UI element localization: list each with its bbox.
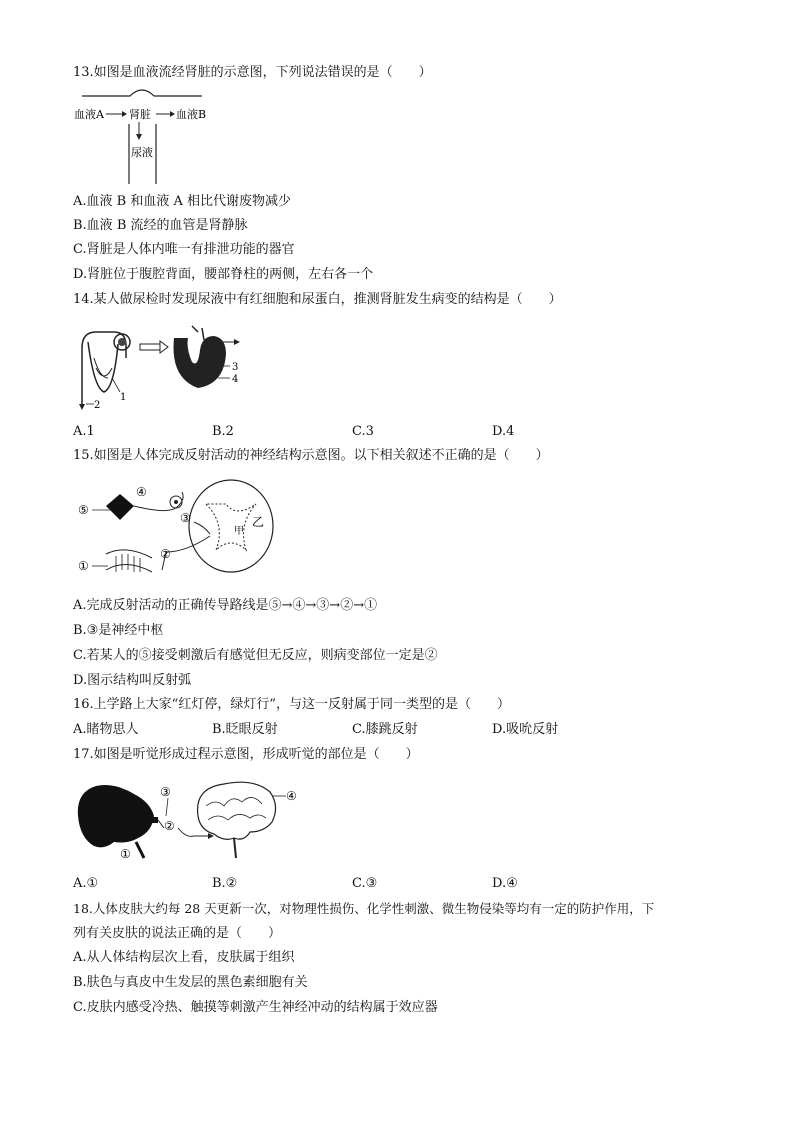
q15-label-4: ④ xyxy=(136,485,147,499)
q13-blood-a-label: 血液A xyxy=(74,108,104,121)
q14-option-b: B.2 xyxy=(212,424,234,439)
q13-option-c: C.肾脏是人体内唯一有排泄功能的器官 xyxy=(73,242,295,257)
q18-option-a: A.从人体结构层次上看，皮肤属于组织 xyxy=(73,950,295,965)
q15-option-c: C.若某人的⑤接受刺激后有感觉但无反应，则病变部位一定是② xyxy=(73,648,438,663)
q16-option-a: A.睹物思人 xyxy=(73,722,139,737)
q15-label-yi: 乙 xyxy=(252,515,265,529)
q17-label-3: ③ xyxy=(160,785,171,799)
q18-stem-line2: 列有关皮肤的说法正确的是（ ） xyxy=(73,926,282,941)
q17-option-b: B.② xyxy=(212,876,238,891)
q16-option-b: B.眨眼反射 xyxy=(212,722,278,737)
q17-label-1: ① xyxy=(120,847,131,861)
q13-kidney-diagram xyxy=(72,86,212,186)
q14-label-2: 2 xyxy=(94,400,101,411)
q14-option-d: D.4 xyxy=(492,424,515,439)
q17-label-2: ② xyxy=(164,819,175,833)
q15-label-jia: 甲 xyxy=(234,526,244,537)
q15-label-5: ⑤ xyxy=(78,503,89,517)
q17-option-d: D.④ xyxy=(492,876,518,891)
q13-option-a: A.血液 B 和血液 A 相比代谢废物减少 xyxy=(73,194,291,209)
q13-kidney-label: 肾脏 xyxy=(129,108,151,121)
q17-stem: 17.如图是听觉形成过程示意图，形成听觉的部位是（ ） xyxy=(73,747,419,762)
q17-hearing-diagram xyxy=(74,776,304,868)
q13-blood-b-label: 血液B xyxy=(176,108,207,121)
q17-option-a: A.① xyxy=(73,876,99,891)
q18-stem-line1: 18.人体皮肤大约每 28 天更新一次，对物理性损伤、化学性刺激、微生物侵染等均有一定的防护作用，下 xyxy=(73,901,655,916)
q15-label-1: ① xyxy=(78,559,89,573)
q18-option-c: C.皮肤内感受冷热、触摸等刺激产生神经冲动的结构属于效应器 xyxy=(73,1000,438,1015)
q15-label-3: ③ xyxy=(180,511,191,525)
q15-reflex-arc-diagram xyxy=(76,474,276,586)
q14-label-1: 1 xyxy=(120,392,127,403)
q14-option-c: C.3 xyxy=(352,424,374,439)
q15-label-2: ② xyxy=(160,547,171,561)
q16-option-d: D.吸吮反射 xyxy=(492,722,559,737)
q14-option-a: A.1 xyxy=(73,424,95,439)
q14-stem: 14.某人做尿检时发现尿液中有红细胞和尿蛋白，推测肾脏发生病变的结构是（ ） xyxy=(73,292,562,307)
q14-label-3: 3 xyxy=(232,362,239,373)
q15-stem: 15.如图是人体完成反射活动的神经结构示意图。以下相关叙述不正确的是（ ） xyxy=(73,448,549,463)
q18-option-b: B.肤色与真皮中生发层的黑色素细胞有关 xyxy=(73,975,308,990)
q13-urine-label: 尿液 xyxy=(131,146,153,159)
q16-option-c: C.膝跳反射 xyxy=(352,722,418,737)
q17-label-4: ④ xyxy=(286,789,297,803)
q13-option-b: B.血液 B 流经的血管是肾静脉 xyxy=(73,218,248,233)
q15-option-a: A.完成反射活动的正确传导路线是⑤→④→③→②→① xyxy=(73,598,378,613)
q13-option-d: D.肾脏位于腹腔背面，腰部脊柱的两侧，左右各一个 xyxy=(73,267,374,282)
q14-nephron-diagram xyxy=(74,318,254,416)
q15-option-b: B.③是神经中枢 xyxy=(73,623,164,638)
q13-stem: 13.如图是血液流经肾脏的示意图，下列说法错误的是（ ） xyxy=(73,65,432,80)
q14-label-4: 4 xyxy=(232,374,239,385)
q16-stem: 16.上学路上大家“红灯停，绿灯行”，与这一反射属于同一类型的是（ ） xyxy=(73,697,510,712)
q17-option-c: C.③ xyxy=(352,876,378,891)
q15-option-d: D.图示结构叫反射弧 xyxy=(73,673,192,688)
